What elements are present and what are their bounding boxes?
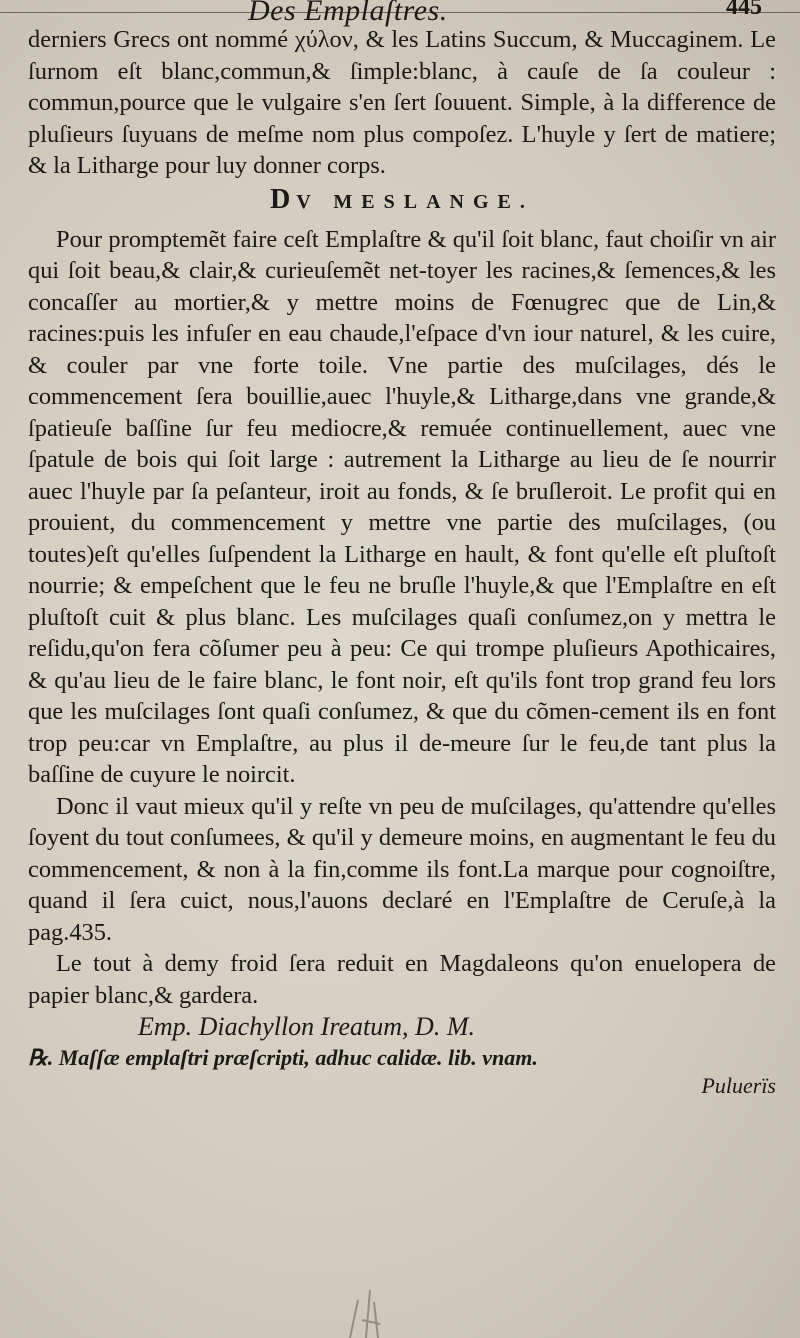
running-head: Des Emplaſtres. bbox=[248, 0, 448, 27]
recipe-line: ℞. Maſſæ emplaſtri præſcripti, adhuc calidæ. lib. vnam. bbox=[28, 1044, 538, 1070]
section-heading-text: V MESLANGE. bbox=[296, 190, 534, 213]
paragraph-intro: derniers Grecs ont nommé χύλον, & les Latins Succum, & Muccaginem. Le ſurnom eſt blanc,commun,& ſimple:blanc, à cauſe de ſa couleur : commun,pource que le vulgaire s'en ſert ſouuent. Simple, à la difference de pluſieurs ſuyuans de meſme nom plus compoſez. L'huyle y ſert de matiere; & la Litharge pour luy donner corps. bbox=[28, 26, 776, 179]
paragraph-advice: Donc il vaut mieux qu'il y reſte vn peu de muſcilages, qu'attendre qu'elles ſoyent du tout conſumees, & qu'il y demeure moins, en augmentant le feu du commencement, & non à la fin,comme ils font.La marque pour cognoiſtre, quand il ſera cuict, nous,l'auons declaré en l'Emplaſtre de Ceruſe,à la pag.435. bbox=[28, 792, 776, 946]
page-number: 445 bbox=[726, 0, 762, 20]
paragraph-method: Pour promptemẽt faire ceſt Emplaſtre & qu'il ſoit blanc, faut choiſir vn air qui ſoit beau,& clair,& curieuſemẽt net-toyer les racines,& ſemences,& les concaſſer au mortier,& y mettre moins de Fœnugrec que de Lin,& racines:puis les infuſer en eau chaude,l'eſpace d'vn iour naturel, & les cuire, & couler par vne forte toile. Vne partie des muſcilages, dés le commencement ſera bouillie,auec l'huyle,& Litharge,dans vne grande,& ſpatieuſe baſſine ſur feu mediocre,& remuée continuellement, auec vne ſpatule de bois qui ſoit large : autrement la Litharge au lieu de ſe nourrir auec l'huyle par ſa peſanteur, iroit au fonds, & ſe bruſleroit. Le profit qui en prouient, du commencement y mettre vne partie des muſcilages, (ou toutes)eſt qu'elles ſuſpendent la Litharge en hault, & font qu'elle eſt pluſtoſt nourrie; & empeſchent que le feu ne bruſle l'huyle,& que l'Emplaſtre en eſt pluſtoſt cuit & plus blanc. Les muſcilages quaſi conſumez,on y mettra le reſidu,qu'on fera cõſumer peu à peu: Ce qui trompe pluſieurs Apothicaires, & qu'au lieu de le faire blanc, le font noir, eſt qu'ils font trop grand feu lors que les muſcilages ſont quaſi conſumez, & que du cõmen-cement ils en font trop peu:car vn Emplaſtre, au plus il de-meure ſur le feu,de tant plus la baſſine de cuyure le noircit. bbox=[28, 225, 776, 788]
section-heading bbox=[28, 183, 776, 216]
catchword: Puluerïs bbox=[701, 1072, 776, 1098]
paragraph-conclusion: Le tout à demy froid ſera reduit en Magdaleons qu'on enuelopera de papier blanc,& gardera. bbox=[28, 950, 776, 1009]
recipe-title: Emp. Diachyllon Ireatum, D. M. bbox=[138, 1012, 475, 1041]
bleed-through-mark bbox=[340, 1280, 400, 1338]
main-text bbox=[28, 24, 776, 1099]
section-initial: D bbox=[270, 183, 297, 215]
